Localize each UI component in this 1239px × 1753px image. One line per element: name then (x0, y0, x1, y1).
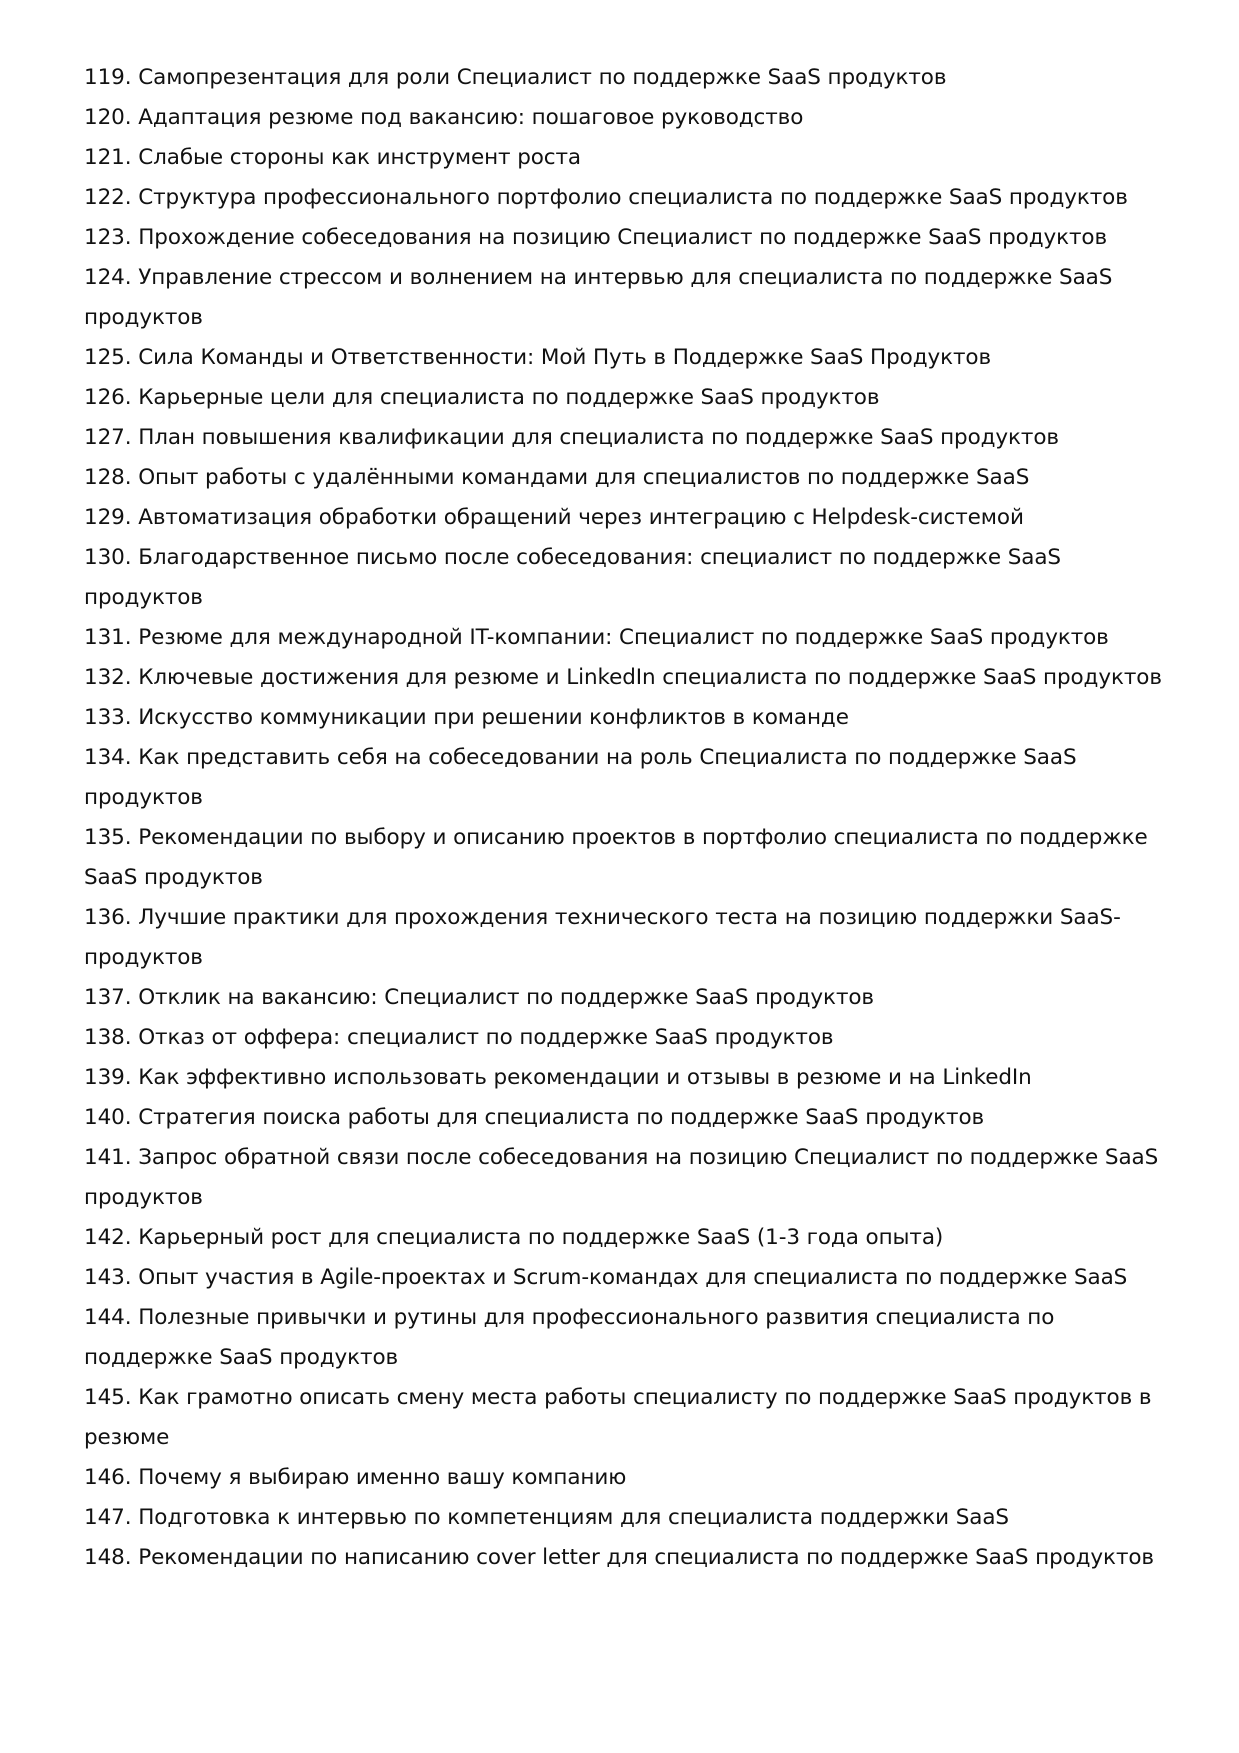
list-item: 133. Искусство коммуникации при решении конфликтов в команде (84, 705, 849, 730)
list-item: 139. Как эффективно использовать рекомендации и отзывы в резюме и на LinkedIn (84, 1065, 1032, 1090)
list-item: 142. Карьерный рост для специалиста по поддержке SaaS (1-3 года опыта) (84, 1225, 944, 1250)
list-item: 144. Полезные привычки и рутины для профессионального развития специалиста по поддержке SaaS продуктов (84, 1305, 1055, 1370)
list-item: 132. Ключевые достижения для резюме и LinkedIn специалиста по поддержке SaaS продуктов (84, 665, 1162, 690)
list-item: 147. Подготовка к интервью по компетенциям для специалиста поддержки SaaS (84, 1505, 1009, 1530)
list-item: 135. Рекомендации по выбору и описанию проектов в портфолио специалиста по поддержке SaaS продуктов (84, 825, 1148, 890)
list-item: 148. Рекомендации по написанию cover letter для специалиста по поддержке SaaS продуктов (84, 1545, 1154, 1570)
list-item: 127. План повышения квалификации для специалиста по поддержке SaaS продуктов (84, 425, 1059, 450)
list-item: 143. Опыт участия в Agile-проектах и Scrum-командах для специалиста по поддержке SaaS (84, 1265, 1128, 1290)
list-item: 123. Прохождение собеседования на позицию Специалист по поддержке SaaS продуктов (84, 225, 1108, 250)
list-item: 125. Сила Команды и Ответственности: Мой Путь в Поддержке SaaS Продуктов (84, 345, 992, 370)
list-item: 146. Почему я выбираю именно вашу компанию (84, 1465, 627, 1490)
list-item: 145. Как грамотно описать смену места работы специалисту по поддержке SaaS продуктов в резюме (84, 1385, 1152, 1450)
document-page (84, 58, 1174, 1578)
list-item: 119. Самопрезентация для роли Специалист по поддержке SaaS продуктов (84, 65, 947, 90)
list-item: 126. Карьерные цели для специалиста по поддержке SaaS продуктов (84, 385, 880, 410)
list-item: 136. Лучшие практики для прохождения технического теста на позицию поддержки SaaS-продуктов (84, 905, 1121, 970)
topic-list (84, 58, 1174, 1578)
list-item: 134. Как представить себя на собеседовании на роль Специалиста по поддержке SaaS продуктов (84, 745, 1077, 810)
list-item: 137. Отклик на вакансию: Специалист по поддержке SaaS продуктов (84, 985, 874, 1010)
list-item: 130. Благодарственное письмо после собеседования: специалист по поддержке SaaS продуктов (84, 545, 1061, 610)
list-item: 128. Опыт работы с удалёнными командами для специалистов по поддержке SaaS (84, 465, 1030, 490)
list-item: 140. Стратегия поиска работы для специалиста по поддержке SaaS продуктов (84, 1105, 985, 1130)
list-item: 129. Автоматизация обработки обращений через интеграцию с Helpdesk-системой (84, 505, 1024, 530)
list-item: 141. Запрос обратной связи после собеседования на позицию Специалист по поддержке SaaS продуктов (84, 1145, 1159, 1210)
list-item: 131. Резюме для международной IT-компании: Специалист по поддержке SaaS продуктов (84, 625, 1109, 650)
list-item: 124. Управление стрессом и волнением на интервью для специалиста по поддержке SaaS продуктов (84, 265, 1113, 330)
list-item: 121. Слабые стороны как инструмент роста (84, 145, 582, 170)
list-item: 120. Адаптация резюме под вакансию: пошаговое руководство (84, 105, 804, 130)
list-item: 138. Отказ от оффера: специалист по поддержке SaaS продуктов (84, 1025, 834, 1050)
list-item: 122. Структура профессионального портфолио специалиста по поддержке SaaS продуктов (84, 185, 1128, 210)
